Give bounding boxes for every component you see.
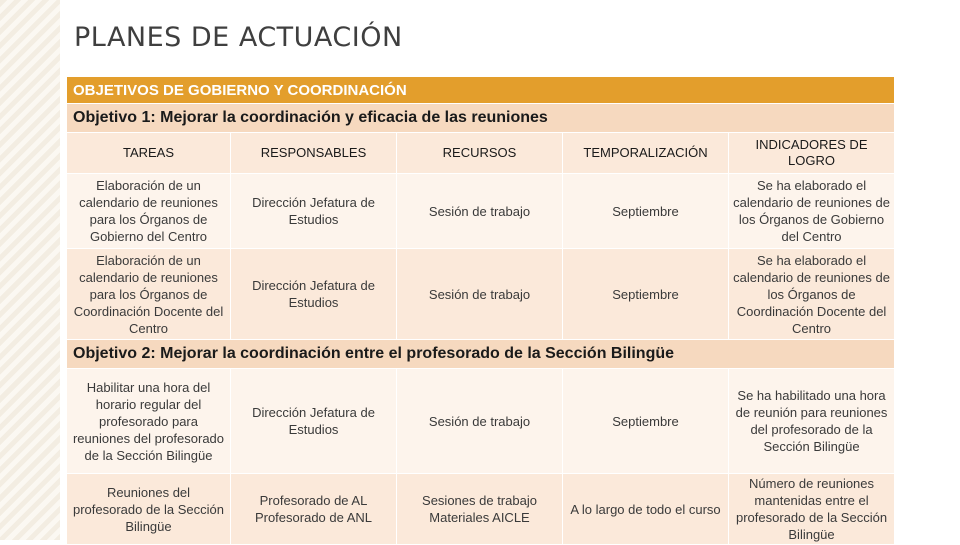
column-header-indicadores bbox=[729, 133, 895, 174]
cell-tarea bbox=[67, 174, 231, 249]
cell-tarea bbox=[67, 249, 231, 340]
column-header-row bbox=[67, 133, 895, 174]
cell-responsables bbox=[231, 174, 397, 249]
cell-recursos-text: Sesiones de trabajo Materiales AICLE bbox=[422, 493, 537, 525]
objective-title: Objetivo 1: Mejorar la coordinación y eficacia de las reuniones bbox=[67, 104, 895, 133]
cell-indicadores-text: Se ha elaborado el calendario de reuniones de los Órganos de Gobierno del Centro bbox=[733, 178, 890, 244]
cell-temporalizacion-text: A lo largo de todo el curso bbox=[570, 501, 721, 517]
cell-indicadores-text: Número de reuniones mantenidas entre el profesorado de la Sección Bilingüe bbox=[736, 476, 888, 542]
objective-row bbox=[67, 104, 895, 133]
cell-tarea bbox=[67, 474, 231, 545]
cell-responsables bbox=[231, 369, 397, 474]
action-plan-table-container bbox=[66, 76, 894, 545]
cell-recursos bbox=[397, 474, 563, 545]
cell-tarea-text: Elaboración de un calendario de reuniones para los Órganos de Gobierno del Centro bbox=[79, 178, 218, 244]
cell-tarea bbox=[67, 369, 231, 474]
cell-responsables-text: Dirección Jefatura de Estudios bbox=[252, 405, 375, 437]
table-row bbox=[67, 369, 895, 474]
cell-temporalizacion: Septiembre bbox=[563, 369, 729, 474]
objective-title: Objetivo 2: Mejorar la coordinación entre el profesorado de la Sección Bilingüe bbox=[67, 340, 895, 369]
column-header-indicadores-label: INDICADORES DE LOGRO bbox=[755, 137, 868, 168]
cell-indicadores bbox=[729, 369, 895, 474]
cell-recursos: Sesión de trabajo bbox=[397, 369, 563, 474]
section-heading: OBJETIVOS DE GOBIERNO Y COORDINACIÓN bbox=[67, 77, 895, 104]
cell-indicadores-text: Se ha habilitado una hora de reunión para reuniones del profesorado de la Sección Bilingüe bbox=[735, 388, 888, 454]
section-heading-row bbox=[67, 77, 895, 104]
table-row bbox=[67, 474, 895, 545]
column-header-responsables: RESPONSABLES bbox=[231, 133, 397, 174]
cell-responsables bbox=[231, 474, 397, 545]
cell-responsables-text: Dirección Jefatura de Estudios bbox=[252, 195, 375, 227]
cell-responsables bbox=[231, 249, 397, 340]
cell-indicadores bbox=[729, 174, 895, 249]
cell-recursos: Sesión de trabajo bbox=[397, 249, 563, 340]
table-row bbox=[67, 249, 895, 340]
column-header-recursos: RECURSOS bbox=[397, 133, 563, 174]
decorative-side-stripe bbox=[0, 0, 60, 540]
cell-tarea-text: Reuniones del profesorado de la Sección Bilingüe bbox=[72, 484, 225, 534]
cell-temporalizacion: Septiembre bbox=[563, 174, 729, 249]
cell-temporalizacion bbox=[563, 474, 729, 545]
page-title: PLANES DE ACTUACIÓN bbox=[74, 22, 403, 53]
cell-tarea-text: Elaboración de un calendario de reuniones para los Órganos de Coordinación Docente del Centro bbox=[73, 252, 224, 336]
column-header-tareas: TAREAS bbox=[67, 133, 231, 174]
cell-indicadores-text: Se ha elaborado el calendario de reuniones de los Órganos de Coordinación Docente del Centro bbox=[733, 252, 890, 336]
cell-responsables-text: Profesorado de AL Profesorado de ANL bbox=[254, 493, 373, 525]
objective-row bbox=[67, 340, 895, 369]
cell-responsables-text: Dirección Jefatura de Estudios bbox=[252, 278, 375, 310]
cell-indicadores bbox=[729, 474, 895, 545]
table-row bbox=[67, 174, 895, 249]
cell-temporalizacion: Septiembre bbox=[563, 249, 729, 340]
cell-tarea-text: Habilitar una hora del horario regular del profesorado para reuniones del profesorado de la Sección Bilingüe bbox=[72, 379, 225, 463]
cell-recursos: Sesión de trabajo bbox=[397, 174, 563, 249]
cell-indicadores bbox=[729, 249, 895, 340]
action-plan-table bbox=[66, 76, 895, 545]
column-header-temporalizacion: TEMPORALIZACIÓN bbox=[563, 133, 729, 174]
